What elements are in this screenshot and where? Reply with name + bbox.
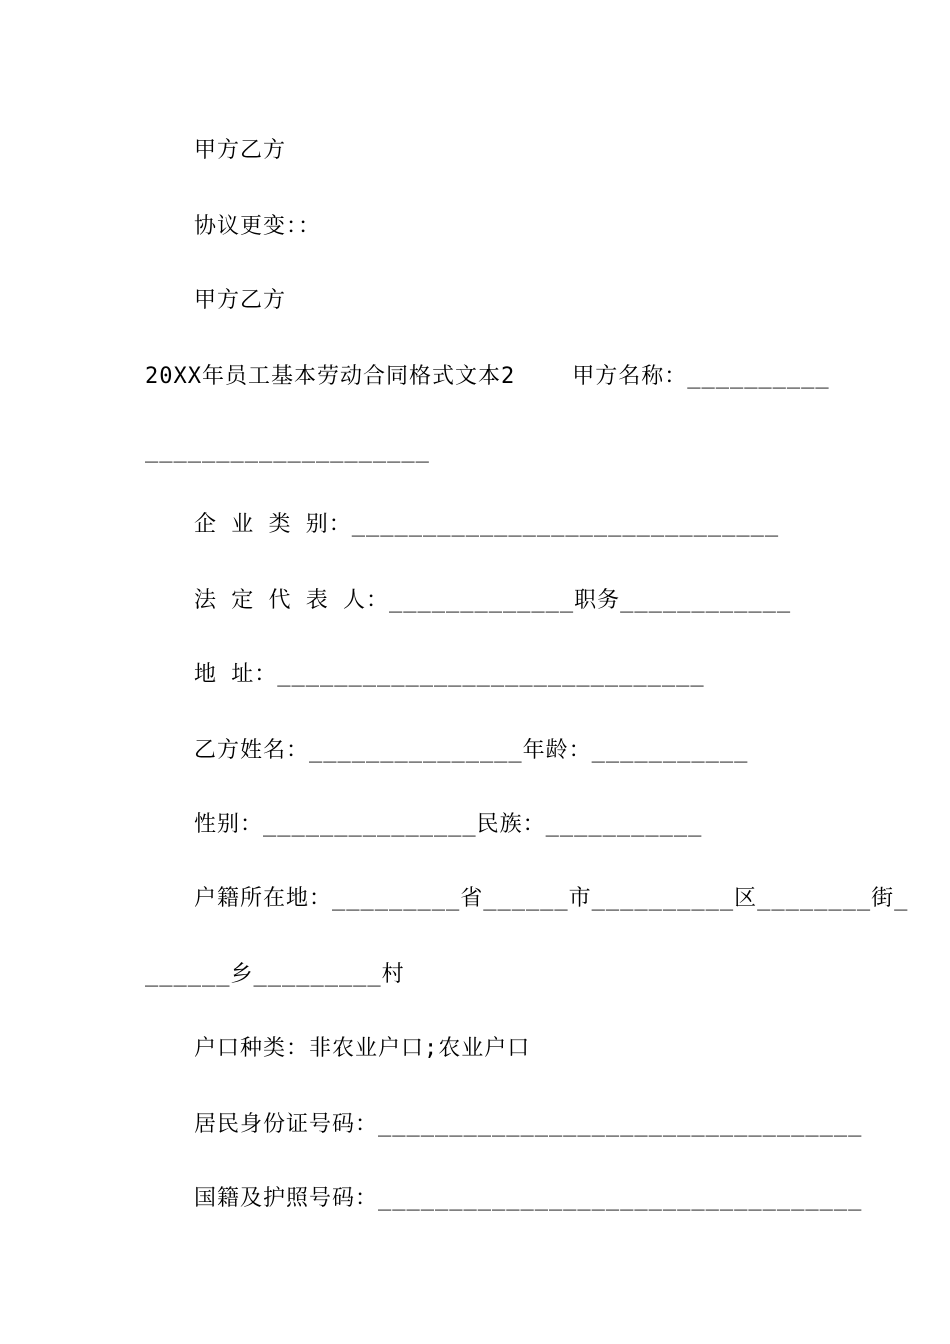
party-a-name-continuation: ____________________ bbox=[145, 438, 430, 463]
agreement-change-label: 协议更变：： bbox=[194, 214, 322, 239]
id-card-number-field: 居民身份证号码：__________________________________ bbox=[194, 1112, 863, 1137]
enterprise-type-field: 企 业 类 别：______________________________ bbox=[194, 512, 780, 537]
household-registration-continuation: ______乡_________村 bbox=[145, 962, 405, 987]
party-heading-1: 甲方乙方 bbox=[194, 138, 287, 163]
party-heading-2: 甲方乙方 bbox=[194, 288, 287, 313]
address-field: 地 址：______________________________ bbox=[194, 662, 705, 687]
legal-representative-field: 法 定 代 表 人：_____________职务____________ bbox=[194, 588, 792, 613]
nationality-passport-field: 国籍及护照号码：__________________________________ bbox=[194, 1186, 863, 1211]
party-b-name-age-field: 乙方姓名：_______________年龄：___________ bbox=[194, 738, 749, 763]
gender-ethnicity-field: 性别：_______________民族：___________ bbox=[194, 812, 703, 837]
household-registration-field: 户籍所在地：_________省______市__________区________街_ bbox=[194, 886, 909, 911]
household-type-field: 户口种类：非农业户口;农业户口 bbox=[194, 1036, 531, 1061]
contract-title-line: 20XX年员工基本劳动合同格式文本2 甲方名称：__________ bbox=[145, 364, 830, 389]
